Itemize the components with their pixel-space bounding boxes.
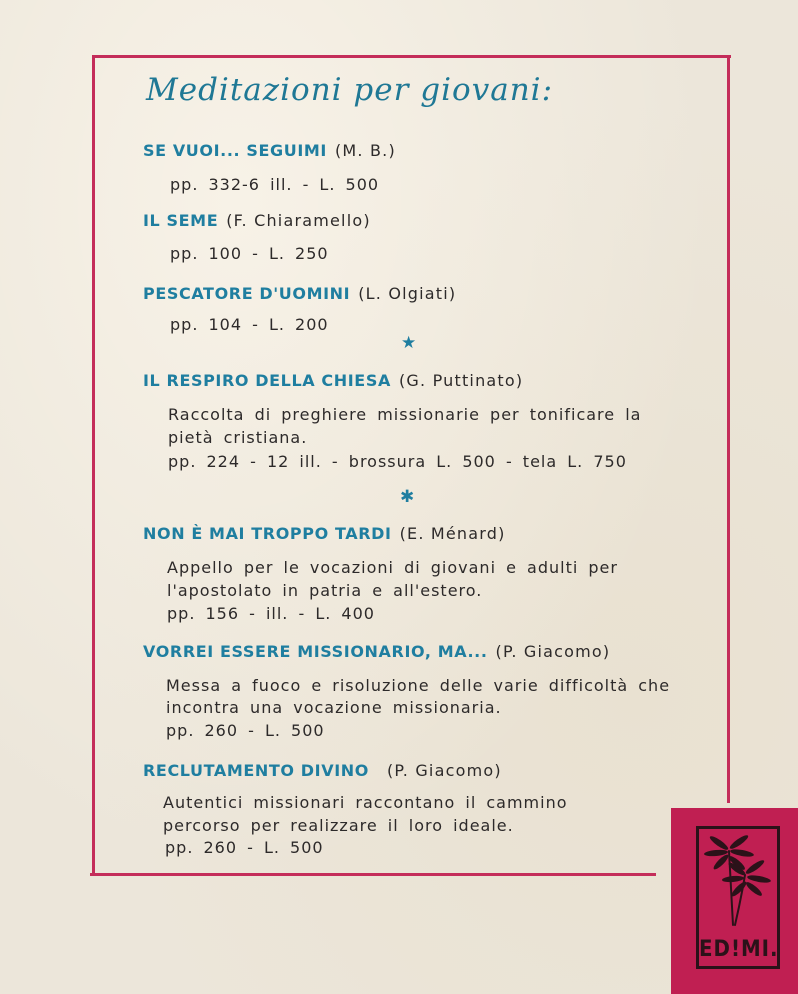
page-heading: Meditazioni per giovani: (146, 72, 554, 108)
book-title (143, 642, 610, 661)
book-description: pietà cristiana. (168, 428, 308, 447)
book-author: (F. Chiaramello) (226, 211, 371, 230)
book-title-text: SE VUOI... SEGUIMI (143, 141, 327, 160)
book-title (143, 524, 506, 543)
book-author: (P. Giacomo) (386, 761, 502, 780)
book-details: pp. 156 - ill. - L. 400 (167, 604, 375, 623)
book-title (143, 761, 502, 780)
book-author: (P. Giacomo) (495, 642, 611, 661)
book-details: pp. 260 - L. 500 (165, 838, 324, 857)
frame-border-left (92, 55, 95, 875)
book-description: incontra una vocazione missionaria. (166, 698, 502, 717)
book-title-text: RECLUTAMENTO DIVINO (143, 761, 369, 780)
book-author: (M. B.) (334, 141, 396, 160)
publisher-name: ED!MI. (699, 937, 779, 962)
frame-border-top (94, 55, 731, 58)
publisher-logo (671, 808, 798, 994)
book-description: Messa a fuoco e risoluzione delle varie difficoltà che (166, 676, 671, 695)
book-author: (G. Puttinato) (398, 371, 524, 390)
book-title (143, 371, 523, 390)
book-title-text: NON È MAI TROPPO TARDI (143, 524, 392, 543)
book-author: (L. Olgiati) (358, 284, 457, 303)
book-title (143, 284, 456, 303)
frame-border-bottom (90, 873, 656, 876)
book-title-text: IL SEME (143, 211, 219, 230)
asterisk-separator-icon: ✱ (400, 487, 415, 507)
book-title-text: VORREI ESSERE MISSIONARIO, MA... (143, 642, 488, 661)
book-description: Autentici missionari raccontano il cammino (163, 793, 568, 812)
book-title (143, 141, 396, 160)
book-details: pp. 332-6 ill. - L. 500 (170, 175, 380, 194)
palm-trees-icon (699, 829, 777, 929)
book-title-text: IL RESPIRO DELLA CHIESA (143, 371, 391, 390)
book-author: (E. Ménard) (399, 524, 506, 543)
book-description: Raccolta di preghiere missionarie per tonificare la (168, 405, 642, 424)
book-description: l'apostolato in patria e all'estero. (167, 581, 483, 600)
book-details: pp. 260 - L. 500 (166, 721, 325, 740)
book-details: pp. 104 - L. 200 (170, 315, 329, 334)
frame-border-right (727, 57, 730, 803)
book-details: pp. 100 - L. 250 (170, 244, 329, 263)
book-description: percorso per realizzare il loro ideale. (163, 816, 514, 835)
logo-frame (696, 826, 780, 969)
book-description: Appello per le vocazioni di giovani e adulti per (167, 558, 618, 577)
book-details: pp. 224 - 12 ill. - brossura L. 500 - tela L. 750 (168, 452, 627, 471)
star-separator-icon: ★ (401, 333, 417, 353)
book-title-text: PESCATORE D'UOMINI (143, 284, 351, 303)
book-title (143, 211, 371, 230)
